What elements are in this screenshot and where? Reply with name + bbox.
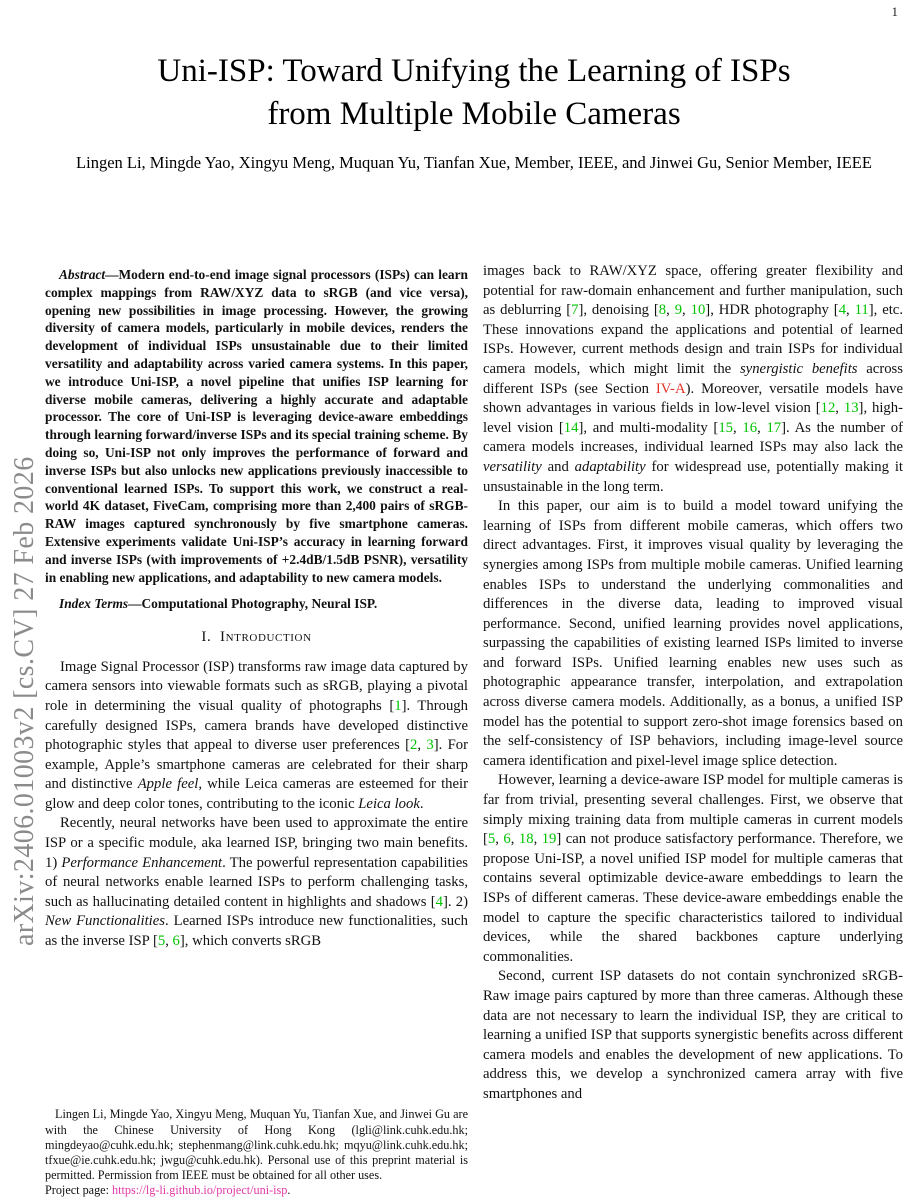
text-segment: ]. Through carefully designed ISPs, camera brands have developed distinctive photographic styles that appeal to diverse user preferences [	[45, 697, 468, 754]
text-segment: ,	[835, 400, 844, 417]
text-segment: Leica look	[358, 795, 420, 812]
text-segment: ). Moreover, versatile models have shown advantages in various fields in low-level vision [	[483, 380, 903, 417]
citation-link[interactable]: 2	[409, 737, 418, 754]
text-segment: ,	[846, 302, 855, 319]
title-line-2: from Multiple Mobile Cameras	[267, 96, 681, 132]
body-paragraph-challenges	[483, 771, 903, 967]
text-segment: In this paper, our aim is to build a model toward unifying the learning of ISPs from different mobile cameras, which offers two direct advantages. First, it improves visual quality by leveraging the synergies among ISPs from multiple mobile cameras. Unified learning enables ISPs to understand the underlying commonalities and differences in the diverse data, leading to improved visual performance. Second, unified learning provides novel applications, surpassing the capabilities of existing learned ISPs limited to inverse and forward ISPs. Unified learning enables new uses such as photographic appearance transfer, interpolation, and extrapolation across diverse camera models. Additionally, as a bonus, a unified ISP model has the potential to support zero-shot image forensics based on the self-consistency of ISP behaviors, including image-level source camera identification and pixel-level image splice detection.	[483, 498, 903, 769]
text-segment: Performance Enhancement	[61, 854, 223, 871]
arxiv-watermark: arXiv:2406.01003v2 [cs.CV] 27 Feb 2026	[9, 456, 40, 946]
text-segment: , while Leica cameras are esteemed for their glow and deep color tones, contributing to the iconic	[45, 776, 468, 812]
citation-link[interactable]: 8	[658, 302, 667, 319]
section-ref-link[interactable]: IV-A	[655, 380, 686, 397]
text-segment: ,	[757, 419, 767, 436]
text-segment: Recently, neural networks have been used to approximate the entire ISP or a specific module, aka learned ISP, bringing two main benefits. 1)	[45, 815, 468, 871]
paper-title	[45, 50, 903, 136]
text-segment: However, learning a device-aware ISP model for multiple cameras is far from trivial, presenting several challenges. First, we observe that simply mixing training data from multiple cameras in current models [	[483, 772, 903, 848]
citation-link[interactable]: 4	[838, 302, 847, 319]
paper-header	[45, 50, 903, 174]
text-segment: —Computational Photography, Neural ISP.	[128, 596, 378, 612]
citation-link[interactable]: 5	[157, 933, 166, 950]
left-column	[45, 262, 468, 1200]
text-segment: Project page:	[45, 1182, 113, 1197]
text-segment: ,	[733, 419, 743, 436]
text-segment: Abstract	[59, 267, 106, 282]
text-segment: ,	[682, 302, 691, 319]
citation-link[interactable]: 10	[690, 302, 706, 319]
text-segment: ], and multi-modality [	[578, 419, 719, 436]
text-segment: Member, IEEE,	[514, 153, 618, 172]
text-segment: . The powerful representation capabilities of neural networks enable learned ISPs to perform challenging tasks, such as hallucinating detailed content in highlights and shadows [	[45, 854, 468, 910]
project-page-line	[45, 1183, 468, 1198]
text-segment: ,	[165, 933, 173, 950]
citation-link[interactable]: 7	[571, 302, 579, 319]
footnote	[45, 1107, 468, 1198]
index-terms	[45, 595, 468, 613]
text-segment: ]. As the number of camera models increases, individual learned ISPs may also lack the	[483, 419, 904, 456]
text-segment: ,	[417, 737, 427, 754]
url-link[interactable]: https://lg-li.github.io/project/uni-isp	[112, 1182, 288, 1197]
citation-link[interactable]: 6	[503, 831, 511, 848]
text-segment: ], denoising [	[578, 302, 659, 319]
text-segment: ]. For example, Apple’s smartphone cameras are celebrated for their sharp and distinctive	[45, 737, 469, 793]
text-segment: ,	[495, 831, 504, 848]
text-segment: and Jinwei Gu,	[617, 153, 726, 172]
text-segment: synergistic benefits	[739, 360, 858, 377]
text-segment: .	[419, 795, 424, 812]
text-segment: New Functionalities	[45, 913, 165, 930]
text-segment: ,	[510, 831, 519, 848]
text-segment: and	[541, 458, 575, 475]
citation-link[interactable]: 14	[563, 419, 579, 436]
body-paragraph-aim	[483, 497, 903, 771]
text-segment: Second, current ISP datasets do not contain synchronized sRGB-Raw image pairs captured by more than three cameras. Although these data are not necessary to learn the individual ISP, they are critical to learning a unified ISP that supports synergistic benefits across different camera models and enables the development of new applications. To address this, we develop a synchronized camera array with five smartphones and	[483, 968, 903, 1102]
text-segment: across different ISPs (see Section	[483, 360, 903, 397]
text-segment: adaptability	[574, 458, 646, 475]
text-segment: ], etc. These innovations expand the applications and potential of learned ISPs. However, current methods design and train ISPs for individual camera models, which might limit the	[483, 302, 903, 377]
text-segment: ], high-level vision [	[483, 400, 903, 436]
intro-paragraph-1	[45, 658, 468, 815]
text-segment: Senior Member, IEEE	[725, 153, 872, 172]
text-segment: Index Terms	[59, 596, 129, 612]
title-line-1: Uni-ISP: Toward Unifying the Learning of ISPs	[157, 53, 791, 89]
intro-paragraph-2	[45, 814, 468, 951]
citation-link[interactable]: 17	[766, 419, 782, 436]
body-paragraph-dataset	[483, 967, 903, 1104]
citation-link[interactable]: 13	[843, 400, 859, 417]
text-segment: .	[287, 1182, 291, 1197]
text-segment: Apple feel	[137, 776, 199, 793]
citation-link[interactable]: 4	[435, 893, 443, 910]
section-heading-introduction: I. Introduction	[201, 629, 312, 646]
text-segment: ], which converts sRGB	[179, 933, 322, 950]
citation-link[interactable]: 11	[854, 302, 869, 319]
text-segment: ] can not produce satisfactory performance. Therefore, we propose Uni-ISP, a novel unified ISP model for multiple cameras that contains several optimizable device-aware embeddings to learn the ISPs of different cameras. These device-aware embeddings enable the model to capture the specific characteristics tailored to individual devices, while the shared backbones capture underlying commonalities.	[483, 831, 904, 965]
text-segment: versatility	[483, 458, 542, 475]
citation-link[interactable]: 6	[172, 933, 180, 950]
text-segment: for widespread use, potentially making it unsustainable in the long term.	[483, 458, 903, 495]
citation-link[interactable]: 19	[541, 831, 557, 848]
text-segment: —Modern end-to-end image signal processors (ISPs) can learn complex mappings from RAW/XYZ data to sRGB (and vice versa), opening new possibilities in image processing. However, the growing diversity of camera models, particularly in mobile devices, renders the development of individual ISPs unsustainable due to their limited versatility and adaptability across varied camera systems. In this paper, we introduce Uni-ISP, a novel pipeline that unifies ISP learning for diverse mobile cameras, delivering a highly accurate and adaptable processor. The core of Uni-ISP is leveraging device-aware embeddings through learning forward/inverse ISPs and its special training scheme. By doing so, Uni-ISP not only improves the performance of forward and inverse ISPs but also unlocks new applications previously inaccessible to conventional learned ISPs. To support this work, we construct a real-world 4K dataset, FiveCam, comprising more than 2,400 pairs of sRGB-RAW images captured synchronously by five smartphone cameras. Extensive experiments validate Uni-ISP’s accuracy in learning forward and inverse ISPs (with improvements of +2.4dB/1.5dB PSNR), versatility in enabling new applications, and adaptability to new camera models.	[45, 267, 468, 585]
citation-link[interactable]: 18	[518, 831, 534, 848]
page-number: 1	[891, 4, 898, 19]
citation-link[interactable]: 16	[742, 419, 758, 436]
citation-link[interactable]: 12	[820, 400, 836, 417]
citation-link[interactable]: 5	[487, 831, 496, 848]
text-segment: images back to RAW/XYZ space, offering greater flexibility and potential for raw-domain enhancement and further manipulation, such as deblurring [	[483, 263, 903, 319]
text-segment: ]. 2)	[442, 893, 468, 910]
author-affiliation-note	[45, 1107, 468, 1182]
author-line	[45, 152, 903, 174]
text-segment: Lingen Li, Mingde Yao, Xingyu Meng, Muquan Yu, Tianfan Xue,	[76, 153, 515, 172]
text-segment: ,	[666, 302, 675, 319]
citation-link[interactable]: 1	[394, 697, 402, 714]
right-column	[483, 262, 903, 1200]
text-segment: ], HDR photography [	[705, 302, 839, 319]
body-paragraph-continuation	[483, 262, 903, 497]
text-segment: . Learned ISPs introduce new functionalities, such as the inverse ISP [	[45, 913, 468, 950]
citation-link[interactable]: 15	[718, 419, 733, 436]
citation-link[interactable]: 9	[674, 302, 683, 319]
text-segment: Lingen Li, Mingde Yao, Xingyu Meng, Muquan Yu, Tianfan Xue, and Jinwei Gu are with the Chinese University of Hong Kong (lgli@link.cuhk.edu.hk; mingdeyao@cuhk.edu.hk; stephenmang@link.cuhk.edu.hk; mqyu@link.cuhk.edu.hk; tfxue@ie.cuhk.edu.hk; jwgu@cuhk.edu.hk). Personal use of this preprint material is permitted. Permission from IEEE must be obtained for all other uses.	[45, 1107, 468, 1182]
text-segment: ,	[533, 831, 542, 848]
text-segment: Image Signal Processor (ISP) transforms raw image data captured by camera sensors into viewable formats such as sRGB, playing a pivotal role in determining the visual quality of photographs [	[45, 658, 468, 714]
abstract	[45, 262, 468, 586]
citation-link[interactable]: 3	[426, 737, 434, 754]
